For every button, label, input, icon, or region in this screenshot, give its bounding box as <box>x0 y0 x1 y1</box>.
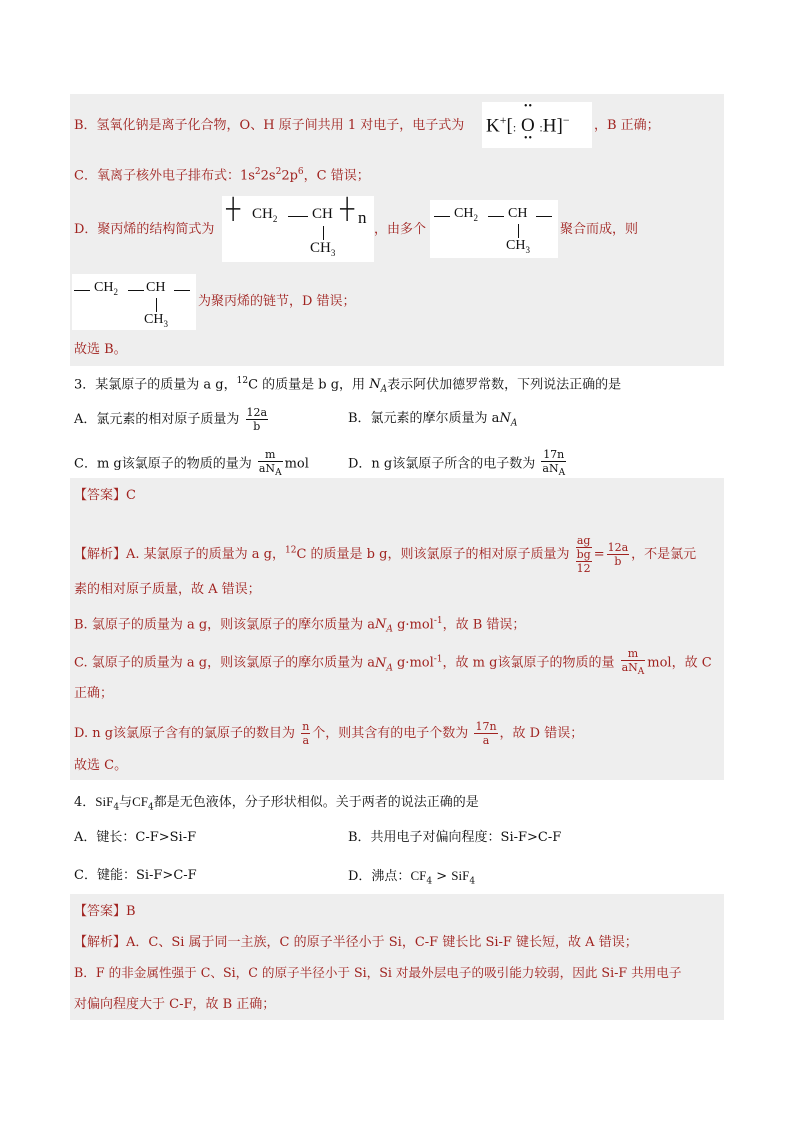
q4-option-b: B．共用电子对偏向程度：Si-F>C-F <box>348 830 562 845</box>
q2-option-d-mid: ，由多个 <box>374 222 427 237</box>
q3-analysis-a: 【解析】A. 某氯原子的质量为 a g，$^{12}$C 的质量是 b g，则该氯原子的相对原子质量为 ag bg 12 = $\frac{12a}{b}$ ，不是氯元 <box>74 534 697 575</box>
oxygen-atom: O <box>520 115 535 137</box>
repeat-unit-box: $CH_2$ CH $CH_3$ <box>430 200 558 258</box>
q4-analysis-a: 【解析】A．C、Si 属于同一主族，C 的原子半径小于 Si，C-F 键长比 Si-F 键长短，故 A 错误； <box>74 935 638 950</box>
q3-analysis-c-cont: 正确； <box>74 686 114 701</box>
q3-option-a: A．氯元素的相对原子质量为 $\frac{12a}{b}$ <box>74 406 268 433</box>
q2-option-c-analysis: C．氧离子核外电子排布式：$1s^22s^22p^6$，C 错误； <box>74 167 370 184</box>
q3-final-answer: 故选 C。 <box>74 758 128 773</box>
q4-analysis-b: B．F 的非金属性强于 C、Si，C 的原子半径小于 Si，Si 对最外层电子的吸引能力较弱，因此 Si-F 共用电子 <box>74 965 682 980</box>
electron-formula-box: K+[: •• O •• :H]− <box>482 102 592 148</box>
chain-unit-box: $CH_2$ CH $CH_3$ <box>72 274 196 330</box>
potassium-ion: K <box>486 115 500 137</box>
q2-final-answer: 故选 B。 <box>74 342 127 357</box>
q3-answer: 【答案】C <box>74 488 136 503</box>
q4-answer: 【答案】B <box>74 904 136 919</box>
polypropylene-structure-box: ┼ $CH_2$ CH $CH_3$ ┼ n <box>222 196 374 262</box>
q3-analysis-b: B. 氯原子的质量为 a g，则该氯原子的摩尔质量为 $aN_A$ g·mol$^{-1}$，故 B 错误； <box>74 616 526 635</box>
q3-option-d: D．n g该氯原子所含的电子数为 $\frac{17n}{aN_A}$ <box>348 448 566 479</box>
q4-stem: 4．SiF$_4$与$CF_4$都是无色液体，分子形状相似。关于两者的说法正确的是 <box>74 794 479 813</box>
q2-option-b-analysis: B．氢氧化钠是离子化合物，O、H 原子间共用 1 对电子，电子式为 <box>74 118 465 133</box>
q2-option-b-verdict: ，B 正确； <box>594 118 660 133</box>
q4-option-d: D．沸点：$CF_4 > SiF_4$ <box>348 868 476 887</box>
q3-stem: 3．某氯原子的质量为 a g，$^{12}$C 的质量是 b g，用 $N_A$表示阿伏加德罗常数，下列说法正确的是 <box>74 376 622 395</box>
q4-analysis-b-cont: 对偏向程度大于 C-F，故 B 正确； <box>74 997 276 1012</box>
q2-option-d-analysis: D．聚丙烯的结构简式为 <box>74 222 215 237</box>
q4-option-c: C．键能：Si-F>C-F <box>74 868 197 883</box>
q2-option-d-post: 聚合而成，则 <box>560 222 639 237</box>
q3-option-b: B．氯元素的摩尔质量为 $aN_A$ <box>348 411 518 429</box>
q3-analysis-a-cont: 素的相对原子质量，故 A 错误； <box>74 582 261 597</box>
q3-analysis-d: D. n g该氯原子含有的氯原子的数目为 $\frac{n}{a}$ 个，则其含有的电子个数为 $\frac{17n}{a}$ ，故 D 错误； <box>74 720 584 747</box>
q4-option-a: A．键长：C-F>Si-F <box>74 830 197 845</box>
q3-option-c: C．m g该氯原子的物质的量为 $\frac{m}{aN_A}$ mol <box>74 448 309 479</box>
q2-option-d-conclusion: 为聚丙烯的链节，D 错误； <box>198 294 356 309</box>
q3-analysis-c: C. 氯原子的质量为 a g，则该氯原子的摩尔质量为 $aN_A$ g·mol$^{-1}$，故 m g该氯原子的物质的量 $\frac{m}{aN_A}$ mol，故 C <box>74 647 712 678</box>
hydrogen-atom: H <box>542 115 557 137</box>
